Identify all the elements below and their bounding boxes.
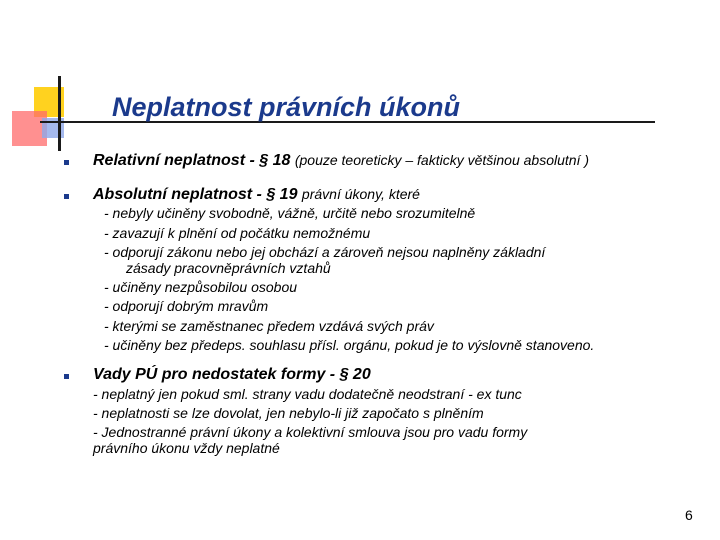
sub-item: - nebyly učiněny svobodně, vážně, určitě nebo srozumitelně: [104, 205, 476, 221]
item-relative-nullity: [93, 152, 589, 170]
sub-item-continuation: zásady pracovněprávních vztahů: [126, 260, 331, 276]
sub-item: - odporují zákonu nebo jej obchází a zároveň nejsou naplněny základní: [104, 244, 546, 260]
sub-item: - neplatný jen pokud sml. strany vadu dodatečně neodstraní - ex tunc: [93, 386, 522, 402]
sub-item: - odporují dobrým mravům: [104, 298, 269, 314]
bullet-marker: [64, 374, 69, 379]
sub-item-continuation: právního úkonu vždy neplatné: [93, 440, 280, 456]
sub-item: - kterými se zaměstnanec předem vzdává svých práv: [104, 318, 434, 334]
sub-item: - učiněny nezpůsobilou osobou: [104, 279, 298, 295]
item-absolute-nullity: [93, 186, 420, 204]
decorative-vertical-line: [58, 76, 61, 151]
sub-item: - učiněny bez předeps. souhlasu přísl. orgánu, pokud je to výslovně stanoveno.: [104, 337, 595, 353]
bullet-marker: [64, 194, 69, 199]
page-number: 6: [685, 507, 693, 523]
item-heading: Relativní neplatnost - § 18: [93, 152, 291, 169]
sub-item: - Jednostranné právní úkony a kolektivní smlouva jsou pro vadu formy: [93, 424, 528, 440]
item-note: právní úkony, které: [301, 186, 420, 202]
sub-item: - zavazují k plnění od počátku nemožnému: [104, 225, 371, 241]
item-heading: Vady PÚ pro nedostatek formy - § 20: [93, 366, 371, 383]
item-note: (pouze teoreticky – fakticky většinou absolutní ): [294, 152, 589, 168]
item-heading: Absolutní neplatnost - § 19: [93, 186, 298, 203]
item-form-defects: [93, 366, 371, 384]
bullet-marker: [64, 160, 69, 165]
sub-item: - neplatnosti se lze dovolat, jen nebylo-li již započato s plněním: [93, 405, 484, 421]
slide-title: Neplatnost právních úkonů: [112, 92, 461, 122]
